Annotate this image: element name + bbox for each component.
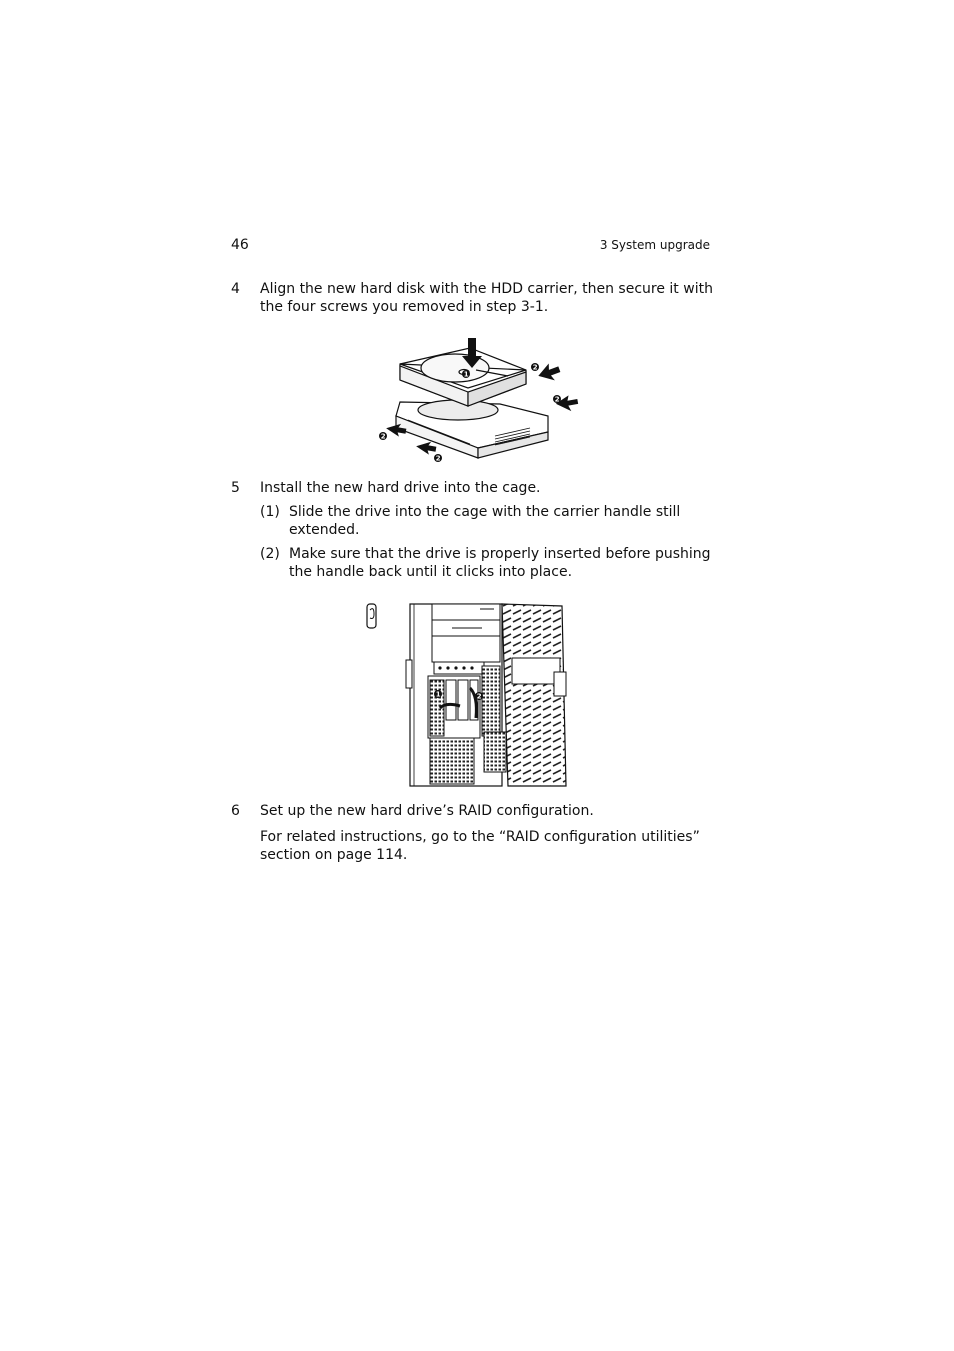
substep-text bbox=[289, 545, 711, 581]
hdd-carrier-figure bbox=[360, 336, 582, 466]
callout-label: 2 bbox=[532, 363, 538, 372]
step-text bbox=[260, 802, 594, 820]
text-line: Align the new hard disk with the HDD carrier, then secure it with bbox=[260, 281, 713, 297]
text-line: extended. bbox=[289, 522, 360, 538]
text-line: Make sure that the drive is properly inserted before pushing bbox=[289, 546, 711, 562]
substep-label: (2) bbox=[260, 546, 280, 562]
substep-label: (1) bbox=[260, 504, 280, 520]
step-text bbox=[260, 280, 713, 316]
callout-label: 1 bbox=[435, 690, 441, 699]
text-line: For related instructions, go to the “RAID configuration utilities” bbox=[260, 829, 700, 845]
text-line: Set up the new hard drive’s RAID configuration. bbox=[260, 803, 594, 819]
text-line: the four screws you removed in step 3-1. bbox=[260, 299, 549, 315]
callout-label: 1 bbox=[463, 370, 469, 379]
text-line: section on page 114. bbox=[260, 847, 408, 863]
callout-label: 2 bbox=[435, 454, 441, 463]
text-line: Slide the drive into the cage with the carrier handle still bbox=[289, 504, 681, 520]
step-number: 6 bbox=[231, 803, 240, 819]
text-line: the handle back until it clicks into place. bbox=[289, 564, 573, 580]
step-number: 4 bbox=[231, 281, 240, 297]
text-line: Install the new hard drive into the cage. bbox=[260, 480, 541, 496]
drive-cage-figure bbox=[362, 600, 572, 788]
step-number: 5 bbox=[231, 480, 240, 496]
callout-label: 2 bbox=[380, 432, 386, 441]
note-text bbox=[260, 828, 700, 864]
step-text bbox=[260, 479, 541, 497]
page-number: 46 bbox=[231, 237, 249, 253]
substep-text bbox=[289, 503, 680, 539]
running-head: 3 System upgrade bbox=[599, 238, 710, 252]
callout-label: 2 bbox=[554, 395, 560, 404]
callout-label: 2 bbox=[476, 692, 482, 701]
